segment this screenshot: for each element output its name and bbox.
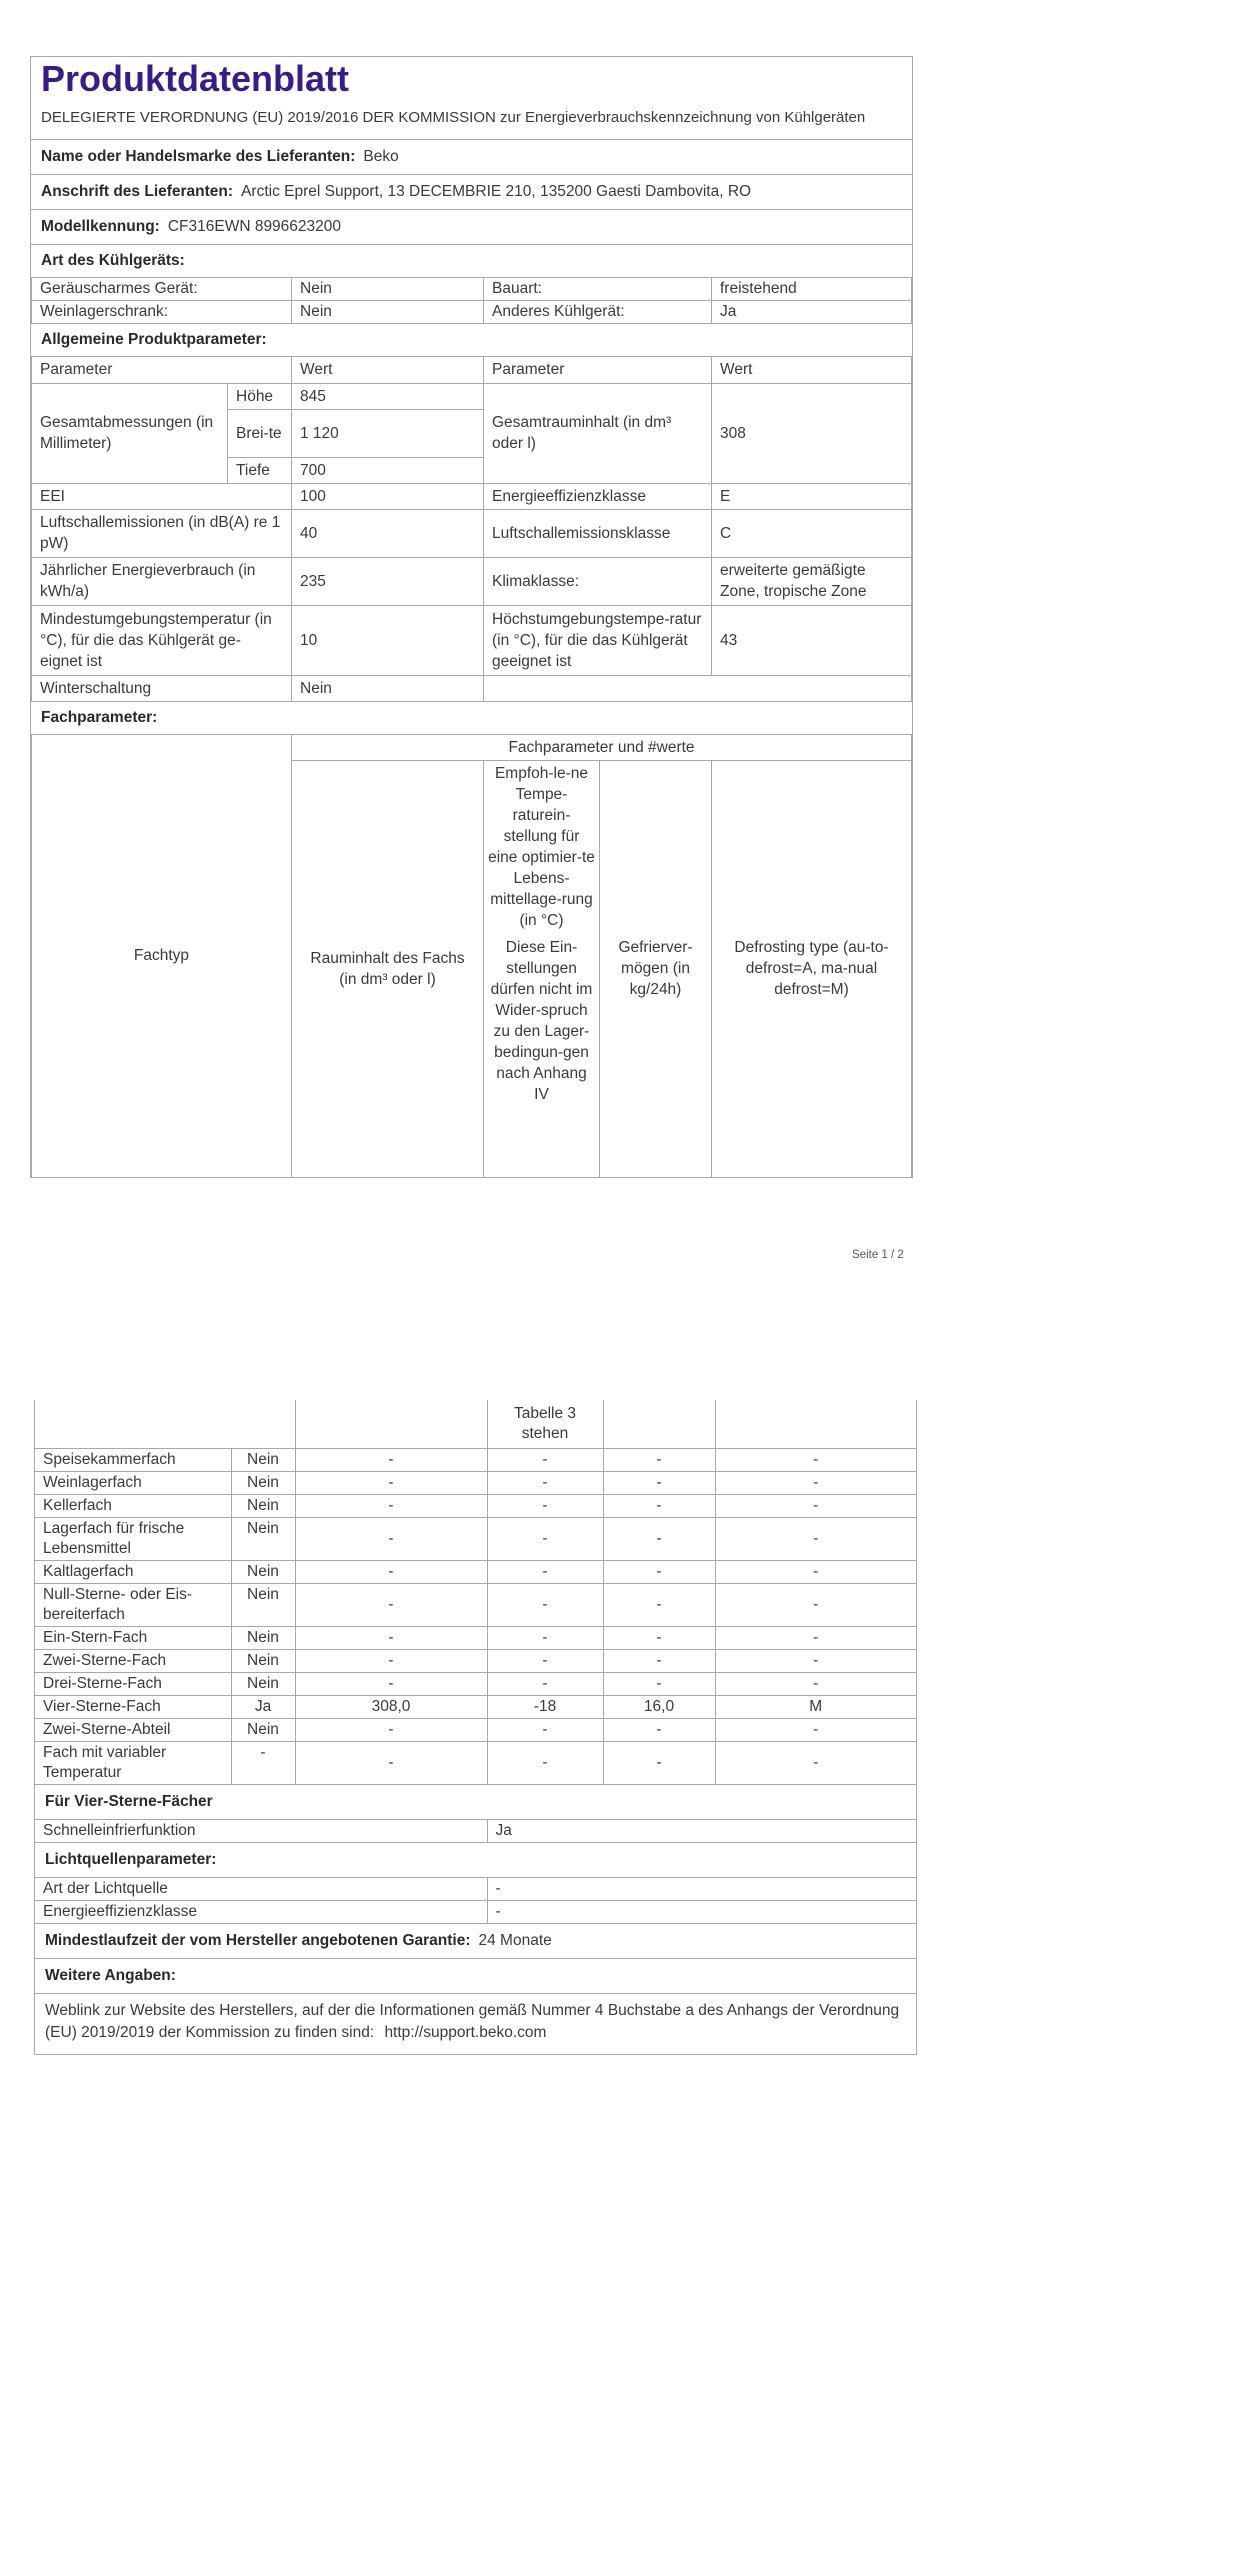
max-temp-value: 43 <box>712 605 912 675</box>
compartment-temp: - <box>487 1471 603 1494</box>
compartment-present: Nein <box>231 1626 295 1649</box>
compartment-temp: - <box>487 1672 603 1695</box>
supplier-name-value: Beko <box>363 148 399 165</box>
compartment-name: Lagerfach für frische Lebensmittel <box>35 1517 231 1560</box>
compartment-defrost: M <box>715 1695 916 1718</box>
compartment-temp: - <box>487 1560 603 1583</box>
dims-label: Gesamtabmessungen (in Millimeter) <box>32 383 228 483</box>
col-temp-text-a: Empfoh-le-ne Tempe-raturein-stellung für eine optimier-te Lebens-mittellage-rung (in °C) <box>488 765 595 929</box>
four-star-heading-row <box>35 1785 916 1820</box>
supplier-name-row <box>31 140 912 175</box>
compartment-temp: - <box>487 1517 603 1560</box>
compartment-volume: - <box>295 1649 487 1672</box>
light-class-label: Energieeffizienzklasse <box>35 1900 487 1923</box>
compartment-present: Nein <box>231 1672 295 1695</box>
annual-energy-value: 235 <box>292 557 484 605</box>
light-heading-row <box>35 1843 916 1878</box>
table-header-row <box>35 1400 916 1448</box>
compartment-defrost: - <box>715 1448 916 1471</box>
volume-value: 308 <box>712 383 912 483</box>
compartment-volume: - <box>295 1494 487 1517</box>
compartments-header-table <box>31 735 912 1177</box>
table-row <box>32 675 912 701</box>
compartment-name: Zwei-Sterne-Abteil <box>35 1718 231 1741</box>
compartment-name: Weinlagerfach <box>35 1471 231 1494</box>
table-row <box>35 1878 916 1901</box>
compartment-present: Ja <box>231 1695 295 1718</box>
compartment-name: Zwei-Sterne-Fach <box>35 1649 231 1672</box>
table-row <box>32 483 912 509</box>
table-row <box>35 1695 916 1718</box>
compartment-freeze: - <box>603 1471 715 1494</box>
winter-value: Nein <box>292 675 484 701</box>
table-row <box>35 1649 916 1672</box>
annual-energy-label: Jährlicher Energieverbrauch (in kWh/a) <box>32 557 292 605</box>
table-row <box>35 1718 916 1741</box>
compartment-volume: - <box>295 1741 487 1784</box>
col-freeze: Gefrierver-mögen (in kg/24h) <box>600 761 712 1177</box>
appliance-type-heading-row <box>31 245 912 278</box>
compartment-defrost: - <box>715 1494 916 1517</box>
table-row <box>32 383 912 409</box>
compartment-temp: - <box>487 1626 603 1649</box>
appliance-value: Nein <box>292 301 484 324</box>
compartment-name: Kellerfach <box>35 1494 231 1517</box>
further-heading-row <box>35 1959 916 1994</box>
compartment-defrost: - <box>715 1649 916 1672</box>
appliance-value: Nein <box>292 278 484 301</box>
compartment-volume: - <box>295 1583 487 1626</box>
depth-value: 700 <box>292 457 484 483</box>
noise-class-value: C <box>712 509 912 557</box>
table-row <box>35 1626 916 1649</box>
appliance-type-heading: Art des Kühlgeräts: <box>41 252 185 269</box>
warranty-label: Mindestlaufzeit der vom Hersteller angebotenen Garantie: <box>45 1931 471 1949</box>
compartment-volume: - <box>295 1626 487 1649</box>
compartment-freeze: - <box>603 1741 715 1784</box>
compartment-temp: - <box>487 1649 603 1672</box>
col-compartment-type: Fachtyp <box>32 735 292 1177</box>
col-param: Parameter <box>32 357 292 383</box>
height-value: 845 <box>292 383 484 409</box>
further-text: Weblink zur Website des Herstellers, auf der die Informationen gemäß Nummer 4 Buchstabe a des Anhangs der Verordnung (EU) 2019/2019 der Kommission zu finden sind: <box>45 2001 900 2041</box>
quickfreeze-value: Ja <box>487 1820 916 1843</box>
compartment-freeze: - <box>603 1718 715 1741</box>
table-row <box>32 509 912 557</box>
table-row <box>35 1900 916 1923</box>
table-row <box>35 1517 916 1560</box>
max-temp-label: Höchstumgebungstempe-ratur (in °C), für die das Kühlgerät geeignet ist <box>484 605 712 675</box>
appliance-type-table <box>31 278 912 324</box>
compartments-heading-row <box>31 702 912 735</box>
compartment-freeze: - <box>603 1583 715 1626</box>
compartment-present: Nein <box>231 1448 295 1471</box>
min-temp-value: 10 <box>292 605 484 675</box>
regulation-subtitle: DELEGIERTE VERORDNUNG (EU) 2019/2016 DER KOMMISSION zur Energieverbrauchskennzeichnung von Kühlgeräten <box>31 101 912 140</box>
supplier-name-label: Name oder Handelsmarke des Lieferanten: <box>41 148 356 165</box>
general-params-table <box>31 357 912 702</box>
depth-label: Tiefe <box>228 457 292 483</box>
appliance-label: Bauart: <box>484 278 712 301</box>
volume-label: Gesamtrauminhalt (in dm³ oder l) <box>484 383 712 483</box>
energy-class-label: Energieeffizienzklasse <box>484 483 712 509</box>
table-row <box>32 278 912 301</box>
col-param: Parameter <box>484 357 712 383</box>
table-row <box>35 1583 916 1626</box>
height-label: Höhe <box>228 383 292 409</box>
appliance-label: Anderes Kühlgerät: <box>484 301 712 324</box>
supplier-address-row <box>31 175 912 210</box>
col-defrost: Defrosting type (au-to-defrost=A, ma-nual defrost=M) <box>712 761 912 1177</box>
light-type-value: - <box>487 1878 916 1901</box>
col-volume: Rauminhalt des Fachs (in dm³ oder l) <box>292 761 484 1177</box>
compartment-name: Kaltlagerfach <box>35 1560 231 1583</box>
warranty-value: 24 Monate <box>478 1931 552 1949</box>
model-value: CF316EWN 8996623200 <box>167 218 342 235</box>
compartment-volume: - <box>295 1672 487 1695</box>
min-temp-label: Mindestumgebungstemperatur (in °C), für die das Kühlgerät ge-eignet ist <box>32 605 292 675</box>
further-heading: Weitere Angaben: <box>45 1966 176 1984</box>
table-row <box>35 1560 916 1583</box>
compartments-table <box>35 1400 916 1785</box>
appliance-label: Weinlagerschrank: <box>32 301 292 324</box>
general-heading-row <box>31 324 912 357</box>
col-value: Wert <box>712 357 912 383</box>
compartment-freeze: - <box>603 1672 715 1695</box>
compartment-defrost: - <box>715 1626 916 1649</box>
compartment-volume: - <box>295 1718 487 1741</box>
noise-class-label: Luftschallemissionsklasse <box>484 509 712 557</box>
quickfreeze-label: Schnelleinfrierfunktion <box>35 1820 487 1843</box>
table-row <box>35 1820 916 1843</box>
col-value: Wert <box>292 357 484 383</box>
noise-label: Luftschallemissionen (in dB(A) re 1 pW) <box>32 509 292 557</box>
light-type-label: Art der Lichtquelle <box>35 1878 487 1901</box>
compartment-freeze: 16,0 <box>603 1695 715 1718</box>
further-info <box>35 1994 916 2054</box>
compartment-temp: - <box>487 1494 603 1517</box>
compartment-name: Speisekammerfach <box>35 1448 231 1471</box>
supplier-address-value: Arctic Eprel Support, 13 DECEMBRIE 210, 135200 Gaesti Dambovita, RO <box>241 183 752 200</box>
compartment-defrost: - <box>715 1560 916 1583</box>
col-temp-text-b: Diese Ein-stellungen dürfen nicht im Wider-spruch zu den Lager-bedingun-gen nach Anhang IV <box>490 939 593 1103</box>
compartment-freeze: - <box>603 1494 715 1517</box>
compartment-freeze: - <box>603 1649 715 1672</box>
climate-class-value: erweiterte gemäßigte Zone, tropische Zone <box>712 557 912 605</box>
compartment-defrost: - <box>715 1718 916 1741</box>
datasheet-page-2 <box>34 1400 917 2055</box>
table-row <box>32 605 912 675</box>
general-heading: Allgemeine Produktparameter: <box>41 331 267 348</box>
table-header-row <box>32 357 912 383</box>
compartment-temp: - <box>487 1448 603 1471</box>
appliance-label: Geräuscharmes Gerät: <box>32 278 292 301</box>
compartment-freeze: - <box>603 1626 715 1649</box>
table-row <box>32 301 912 324</box>
model-label: Modellkennung: <box>41 218 160 235</box>
supplier-address-label: Anschrift des Lieferanten: <box>41 183 234 200</box>
compartment-defrost: - <box>715 1672 916 1695</box>
compartment-freeze: - <box>603 1517 715 1560</box>
warranty-row <box>35 1924 916 1959</box>
noise-value: 40 <box>292 509 484 557</box>
compartment-volume: - <box>295 1517 487 1560</box>
light-heading: Lichtquellenparameter: <box>45 1850 217 1868</box>
eei-value: 100 <box>292 483 484 509</box>
winter-label: Winterschaltung <box>32 675 292 701</box>
compartment-defrost: - <box>715 1517 916 1560</box>
four-star-heading: Für Vier-Sterne-Fächer <box>45 1792 213 1810</box>
compartment-name: Null-Sterne- oder Eis-bereiterfach <box>35 1583 231 1626</box>
table-row <box>35 1672 916 1695</box>
eei-label: EEI <box>32 483 292 509</box>
compartment-present: - <box>231 1741 295 1784</box>
col-temp <box>484 761 600 1177</box>
table-row <box>35 1471 916 1494</box>
page-title: Produktdatenblatt <box>41 58 350 99</box>
light-table <box>35 1878 916 1924</box>
compartment-freeze: - <box>603 1560 715 1583</box>
page-number: Seite 1 / 2 <box>852 1249 904 1261</box>
compartment-name: Drei-Sterne-Fach <box>35 1672 231 1695</box>
table-row <box>35 1494 916 1517</box>
table-row <box>32 557 912 605</box>
compartment-temp: -18 <box>487 1695 603 1718</box>
compartment-temp: - <box>487 1718 603 1741</box>
table-row <box>35 1741 916 1784</box>
compartment-temp: - <box>487 1741 603 1784</box>
model-row <box>31 210 912 245</box>
compartment-present: Nein <box>231 1583 295 1626</box>
compartment-name: Ein-Stern-Fach <box>35 1626 231 1649</box>
compartment-name: Fach mit variabler Temperatur <box>35 1741 231 1784</box>
table-row <box>35 1448 916 1471</box>
light-class-value: - <box>487 1900 916 1923</box>
datasheet-page-1 <box>30 56 913 1178</box>
appliance-value: Ja <box>712 301 912 324</box>
compartment-defrost: - <box>715 1741 916 1784</box>
compartment-volume: - <box>295 1471 487 1494</box>
compartments-heading: Fachparameter: <box>41 708 158 726</box>
compartment-present: Nein <box>231 1494 295 1517</box>
compartment-present: Nein <box>231 1471 295 1494</box>
compartment-name: Vier-Sterne-Fach <box>35 1695 231 1718</box>
compartment-volume: 308,0 <box>295 1695 487 1718</box>
compartment-defrost: - <box>715 1471 916 1494</box>
climate-class-label: Klimaklasse: <box>484 557 712 605</box>
compartment-defrost: - <box>715 1583 916 1626</box>
compartment-present: Nein <box>231 1718 295 1741</box>
compartment-present: Nein <box>231 1649 295 1672</box>
appliance-value: freistehend <box>712 278 912 301</box>
compartment-volume: - <box>295 1448 487 1471</box>
compartment-present: Nein <box>231 1560 295 1583</box>
energy-class-value: E <box>712 483 912 509</box>
four-star-table <box>35 1820 916 1843</box>
col-temp-continued: Tabelle 3 stehen <box>487 1400 603 1448</box>
manufacturer-link[interactable]: http://support.beko.com <box>384 2023 547 2041</box>
compartment-present: Nein <box>231 1517 295 1560</box>
compartment-temp: - <box>487 1583 603 1626</box>
width-label: Brei-te <box>228 409 292 457</box>
table-header-row <box>32 735 912 761</box>
compartment-freeze: - <box>603 1448 715 1471</box>
compartment-volume: - <box>295 1560 487 1583</box>
width-value: 1 120 <box>292 409 484 457</box>
col-params-group: Fachparameter und #werte <box>292 735 912 761</box>
